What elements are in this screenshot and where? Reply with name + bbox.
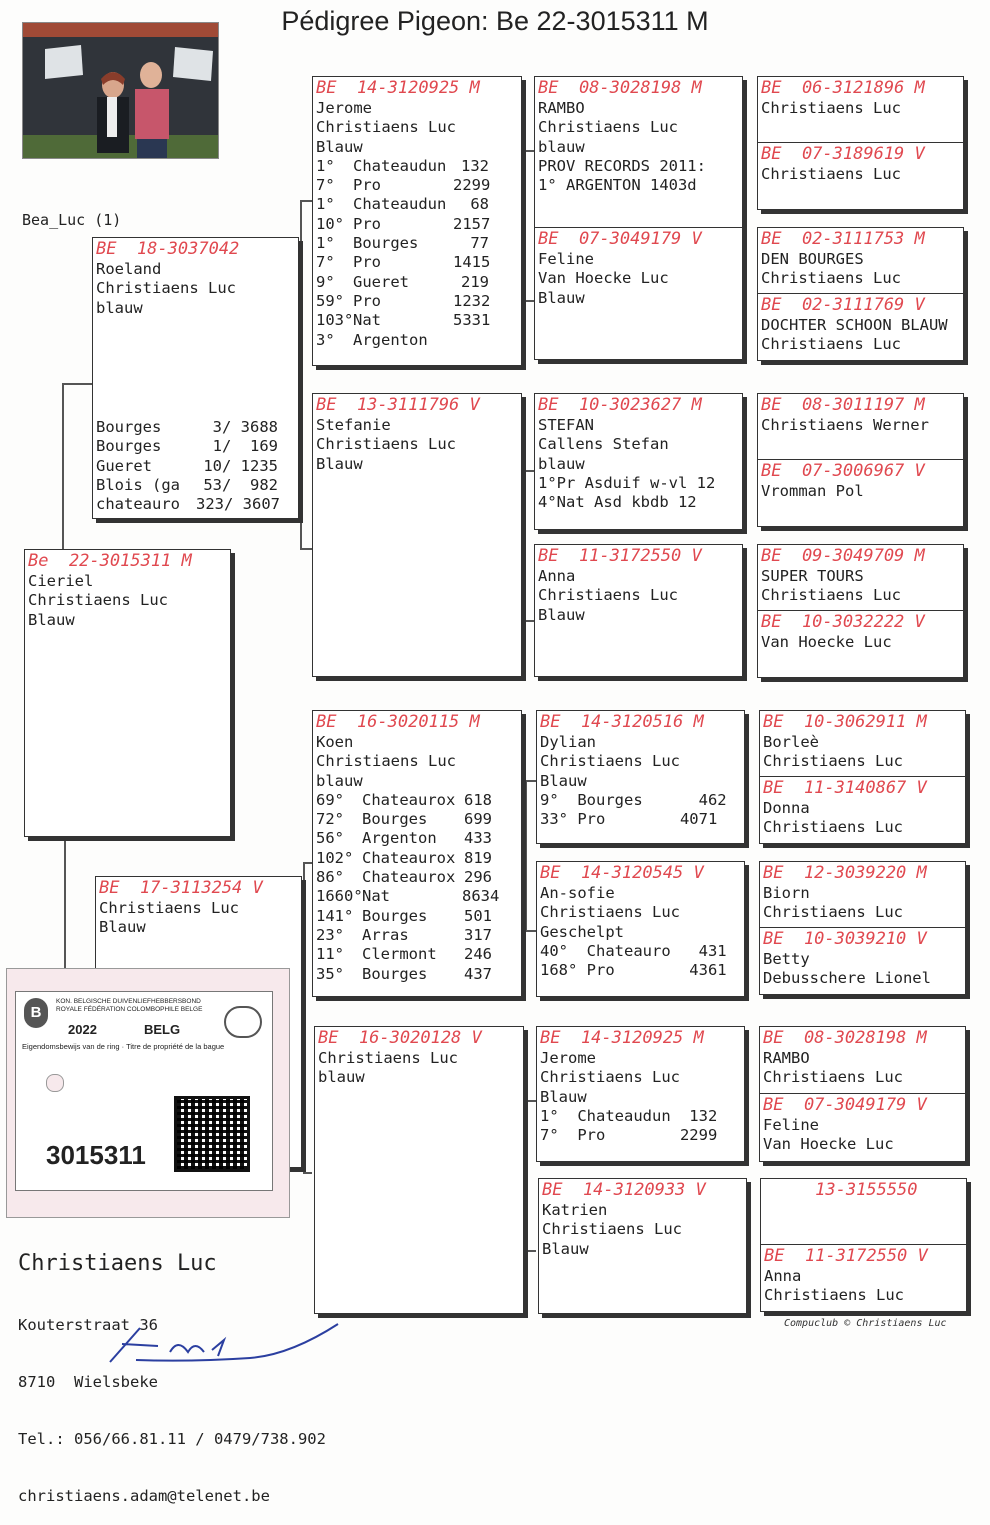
ring-card-subtitle: Eigendomsbewijs van de ring · Titre de propriété de la bague bbox=[22, 1042, 225, 1051]
race-result: Blois (ga 53/ 982 bbox=[96, 475, 278, 494]
race-result: 3° Argenton bbox=[316, 330, 428, 349]
ring-number: BE 10-3023627 M bbox=[538, 395, 702, 415]
breeder-name: Christiaens Luc bbox=[540, 903, 680, 922]
footer-credit: Compuclub © Christiaens Luc bbox=[784, 1318, 947, 1329]
pigeon-name: DOCHTER SCHOON BLAUW bbox=[761, 316, 948, 334]
ring-number: BE 09-3049709 M bbox=[761, 546, 925, 566]
race-result: 141° Bourges 501 bbox=[316, 906, 492, 925]
pigeon-color: Blauw bbox=[316, 137, 363, 156]
pigeon-name: Roeland bbox=[96, 260, 162, 278]
ring-number: BE 14-3120925 M bbox=[316, 78, 480, 98]
race-result: 72° Bourges 699 bbox=[316, 810, 492, 829]
race-result: 23° Arras 317 bbox=[316, 925, 492, 944]
race-result: 102° Chateaurox 819 bbox=[316, 848, 492, 867]
ring-number: BE 08-3011197 M bbox=[761, 395, 925, 415]
breeder-name: Christiaens Luc bbox=[763, 903, 903, 922]
ring-number: BE 02-3111769 V bbox=[761, 295, 925, 315]
gen5-pair[interactable] bbox=[760, 1178, 967, 1312]
pigeon-name: Koen bbox=[316, 733, 354, 751]
breeder-name: Christiaens Werner bbox=[761, 416, 929, 434]
breeder-name: Christiaens Luc bbox=[761, 165, 901, 183]
signature-icon bbox=[100, 1322, 350, 1370]
pigeon-name: DEN BOURGES bbox=[761, 250, 864, 268]
race-result: 1660°Nat 8634 bbox=[316, 887, 500, 906]
pedigree-tag: Bea_Luc (1) bbox=[22, 211, 122, 229]
race-result: 1° Chateaudun 132 bbox=[316, 156, 489, 175]
race-result: 103°Nat 5331 bbox=[316, 311, 491, 330]
breeder-name: Vromman Pol bbox=[761, 482, 864, 500]
pigeon-name: An-sofie bbox=[540, 884, 615, 902]
pigeon-name: Biorn bbox=[763, 884, 810, 902]
race-result: 7° Pro 2299 bbox=[316, 176, 491, 195]
breeder-name: Christiaens Luc bbox=[763, 1068, 903, 1087]
gen5-dam[interactable] bbox=[760, 1094, 965, 1161]
sire-dam-card[interactable] bbox=[312, 393, 522, 677]
breeder-name: Christiaens Luc bbox=[540, 1068, 680, 1087]
owner-phone: Tel.: 056/66.81.11 / 0479/738.902 bbox=[18, 1430, 326, 1448]
pigeon-name: Anna bbox=[764, 1267, 802, 1285]
ring-number: BE 10-3062911 M bbox=[763, 712, 927, 732]
ring-number: BE 07-3049179 V bbox=[538, 229, 702, 249]
breeder-name: Christiaens Luc bbox=[28, 591, 168, 610]
sire-card[interactable] bbox=[92, 237, 299, 519]
pigeon-color: Blauw bbox=[540, 771, 587, 790]
breeder-name: Christiaens Luc bbox=[316, 118, 456, 137]
gen5-pair[interactable] bbox=[759, 861, 966, 995]
ring-number: BE 06-3121896 M bbox=[761, 78, 925, 98]
pigeon-name: RAMBO bbox=[538, 99, 585, 117]
breeder-name: Van Hoecke Luc bbox=[763, 1135, 894, 1154]
pigeon-name: Jerome bbox=[316, 99, 372, 117]
breeder-name: Christiaens Luc bbox=[761, 335, 901, 354]
breeder-name: Van Hoecke Luc bbox=[761, 633, 892, 651]
ring-number: BE 07-3006967 V bbox=[761, 461, 925, 481]
race-result: 56° Argenton 433 bbox=[316, 829, 492, 848]
pigeon-note: 4°Nat Asd kbdb 12 bbox=[538, 493, 697, 512]
pigeon-color: Geschelpt bbox=[540, 922, 624, 941]
breeder-name: Christiaens Luc bbox=[316, 435, 456, 454]
owner-photo bbox=[22, 22, 219, 159]
pigeon-name: Jerome bbox=[540, 1049, 596, 1067]
breeder-name: Christiaens Luc bbox=[542, 1220, 682, 1239]
pigeon-note: 40° Chateauro 431 bbox=[540, 941, 727, 960]
breeder-name: Debusschere Lionel bbox=[763, 969, 931, 988]
gen5-dam[interactable] bbox=[758, 460, 963, 526]
gen4-card[interactable] bbox=[538, 1178, 747, 1314]
gen5-sire[interactable] bbox=[760, 1027, 965, 1094]
ring-number: BE 14-3120545 V bbox=[540, 863, 704, 883]
gen5-pair[interactable] bbox=[757, 393, 964, 527]
gen4-card[interactable] bbox=[534, 227, 743, 360]
race-result: 7° Pro 1415 bbox=[316, 253, 491, 272]
dam-sire-card[interactable] bbox=[312, 710, 522, 997]
ring-number: BE 17-3113254 V bbox=[99, 878, 263, 898]
gen5-pair[interactable] bbox=[757, 76, 964, 210]
race-result: 35° Bourges 437 bbox=[316, 964, 492, 983]
pigeon-name: Katrien bbox=[542, 1201, 608, 1219]
pigeon-note: 1° ARGENTON 1403d bbox=[538, 176, 697, 195]
ring-ownership-card bbox=[6, 968, 290, 1218]
ring-number: BE 11-3140867 V bbox=[763, 778, 927, 798]
gen5-sire[interactable] bbox=[758, 545, 963, 611]
pigeon-note: 168° Pro 4361 bbox=[540, 961, 727, 980]
pigeon-name: Feline bbox=[763, 1116, 819, 1134]
page-title: Pédigree Pigeon: Be 22-3015311 M bbox=[281, 6, 709, 36]
pigeon-name: Borleè bbox=[763, 733, 819, 751]
gen4-card[interactable] bbox=[534, 393, 743, 530]
breeder-name: Christiaens Luc bbox=[761, 99, 901, 117]
ring-number: BE 10-3039210 V bbox=[763, 929, 927, 949]
gen5-dam[interactable] bbox=[761, 1245, 966, 1311]
gen5-sire[interactable] bbox=[758, 394, 963, 460]
gen5-sire[interactable] bbox=[758, 228, 963, 294]
pigeon-color: blauw bbox=[538, 137, 585, 156]
pigeon-name: Cieriel bbox=[28, 572, 94, 590]
pigeon-color: blauw bbox=[538, 454, 585, 473]
ring-number: BE 13-3111796 V bbox=[316, 395, 480, 415]
gen5-pair[interactable] bbox=[759, 1026, 966, 1162]
gen5-dam[interactable] bbox=[758, 143, 963, 209]
ring-number: BE 14-3120516 M bbox=[540, 712, 704, 732]
pigeon-note: 9° Bourges 462 bbox=[540, 790, 727, 809]
gen5-pair[interactable] bbox=[757, 544, 964, 678]
gen5-sire[interactable] bbox=[761, 1179, 966, 1245]
ring-year: 2022 bbox=[68, 1022, 97, 1037]
pigeon-name: RAMBO bbox=[763, 1049, 810, 1067]
ring-number: BE 11-3172550 V bbox=[538, 546, 702, 566]
ring-number: 13-3155550 bbox=[764, 1180, 918, 1200]
org-name-nl: KON. BELGISCHE DUIVENLIEFHEBBERSBOND bbox=[56, 998, 201, 1005]
pigeon-color: Blauw bbox=[28, 610, 75, 629]
breeder-name: Christiaens Luc bbox=[764, 1286, 904, 1305]
ring-number: BE 14-3120925 M bbox=[540, 1028, 704, 1048]
owner-email: christiaens.adam@telenet.be bbox=[18, 1487, 270, 1505]
breeder-name: Van Hoecke Luc bbox=[538, 269, 669, 288]
gen4-card[interactable] bbox=[536, 1026, 745, 1162]
pigeon-color: Blauw bbox=[538, 605, 585, 624]
breeder-name: Callens Stefan bbox=[538, 435, 669, 454]
org-name-fr: ROYALE FÉDÉRATION COLOMBOPHILE BELGE bbox=[56, 1006, 203, 1013]
breeder-name: Christiaens Luc bbox=[96, 279, 236, 298]
pigeon-color: Blauw bbox=[316, 454, 363, 473]
pigeon-color: blauw bbox=[96, 298, 143, 317]
owner-street: Kouterstraat 36 bbox=[18, 1316, 158, 1334]
race-result: 1° Chateaudun 68 bbox=[316, 195, 489, 214]
pigeon-color: Blauw bbox=[99, 918, 146, 937]
pigeon-note: 1°Pr Asduif w-vl 12 bbox=[538, 473, 716, 492]
breeder-name: Christiaens Luc bbox=[763, 752, 903, 771]
breeder-name: Christiaens Luc bbox=[318, 1049, 458, 1067]
pigeon-note: PROV RECORDS 2011: bbox=[538, 156, 706, 175]
subject-pigeon-card[interactable] bbox=[24, 549, 231, 837]
pigeon-name: SUPER TOURS bbox=[761, 567, 864, 585]
pigeon-name: Anna bbox=[538, 567, 576, 585]
race-result: 69° Chateaurox 618 bbox=[316, 790, 492, 809]
dam-dam-card[interactable] bbox=[314, 1026, 524, 1314]
breeder-name: Christiaens Luc bbox=[316, 752, 456, 771]
breeder-name: Christiaens Luc bbox=[761, 269, 901, 288]
breeder-name: Christiaens Luc bbox=[99, 899, 239, 917]
pigeon-name: Betty bbox=[763, 950, 810, 968]
pigeon-name: STEFAN bbox=[538, 416, 594, 434]
gen5-dam[interactable] bbox=[758, 294, 963, 360]
ring-number: BE 12-3039220 M bbox=[763, 863, 927, 883]
gen4-card[interactable] bbox=[536, 861, 745, 997]
race-result: 10° Pro 2157 bbox=[316, 214, 491, 233]
gen5-dam[interactable] bbox=[758, 611, 963, 677]
gen5-dam[interactable] bbox=[760, 777, 965, 843]
ring-number: BE 08-3028198 M bbox=[763, 1028, 927, 1048]
ring-number: BE 14-3120933 V bbox=[542, 1180, 706, 1200]
ring-number: BE 07-3049179 V bbox=[763, 1095, 927, 1115]
pigeon-color: blauw bbox=[318, 1068, 365, 1087]
race-result: Bourges 1/ 169 bbox=[96, 437, 278, 456]
ring-card-number: 3015311 bbox=[46, 1140, 146, 1170]
race-result: 11° Clermont 246 bbox=[316, 945, 492, 964]
pigeon-color: Blauw bbox=[540, 1087, 587, 1106]
owner-name: Christiaens Luc bbox=[18, 1251, 217, 1276]
owner-city: 8710 Wielsbeke bbox=[18, 1373, 158, 1391]
gen4-card[interactable] bbox=[536, 710, 745, 844]
ring-number: BE 16-3020128 V bbox=[318, 1028, 482, 1048]
gen5-sire[interactable] bbox=[760, 711, 965, 777]
race-result: Bourges 3/ 3688 bbox=[96, 418, 278, 436]
race-result: 59° Pro 1232 bbox=[316, 291, 491, 310]
pigeon-color: blauw bbox=[316, 771, 363, 790]
ring-number: Be 22-3015311 M bbox=[28, 551, 192, 571]
pigeon-color: Blauw bbox=[542, 1239, 589, 1258]
breeder-name: Christiaens Luc bbox=[763, 818, 903, 837]
pigeon-name: Stefanie bbox=[316, 416, 391, 434]
ring-card-inner bbox=[15, 991, 273, 1191]
ring-number: BE 08-3028198 M bbox=[538, 78, 702, 98]
gen5-dam[interactable] bbox=[760, 928, 965, 994]
pigeon-note: 33° Pro 4071 bbox=[540, 810, 718, 829]
ring-number: BE 11-3172550 V bbox=[764, 1246, 928, 1266]
breeder-name: Christiaens Luc bbox=[540, 752, 680, 771]
kbdb-logo-icon: B bbox=[24, 998, 48, 1028]
pigeon-name: Dylian bbox=[540, 733, 596, 751]
sire-sire-card[interactable] bbox=[312, 76, 522, 366]
gen4-card[interactable] bbox=[534, 544, 743, 677]
pigeon-note: 7° Pro 2299 bbox=[540, 1126, 718, 1145]
race-result: Gueret 10/ 1235 bbox=[96, 456, 278, 475]
gen5-sire[interactable] bbox=[760, 862, 965, 928]
gen5-sire[interactable] bbox=[758, 77, 963, 143]
gen5-pair[interactable] bbox=[759, 710, 966, 844]
pigeon-note: 1° Chateaudun 132 bbox=[540, 1106, 718, 1125]
breeder-name: Christiaens Luc bbox=[761, 586, 901, 605]
breeder-name: Christiaens Luc bbox=[538, 118, 678, 137]
ring-number: BE 18-3037042 bbox=[96, 239, 240, 259]
pigeon-name: Feline bbox=[538, 250, 594, 268]
gen5-pair[interactable] bbox=[757, 227, 964, 361]
ring-number: BE 10-3032222 V bbox=[761, 612, 925, 632]
punch-hole-icon bbox=[46, 1074, 64, 1092]
race-result: 86° Chateaurox 296 bbox=[316, 868, 492, 887]
race-result: 1° Bourges 77 bbox=[316, 234, 489, 253]
pigeon-color: Blauw bbox=[538, 288, 585, 307]
race-result: chateauro 323/ 3607 bbox=[96, 495, 280, 514]
qr-code-icon bbox=[174, 1096, 250, 1172]
breeder-name: Christiaens Luc bbox=[538, 586, 678, 605]
race-result: 9° Gueret 219 bbox=[316, 272, 489, 291]
race-results bbox=[93, 418, 278, 514]
fci-logo-icon bbox=[224, 1006, 262, 1038]
ring-number: BE 16-3020115 M bbox=[316, 712, 480, 732]
ring-number: BE 02-3111753 M bbox=[761, 229, 925, 249]
ring-country: BELG bbox=[144, 1022, 181, 1037]
pigeon-name: Donna bbox=[763, 799, 810, 817]
ring-number: BE 07-3189619 V bbox=[761, 144, 925, 164]
